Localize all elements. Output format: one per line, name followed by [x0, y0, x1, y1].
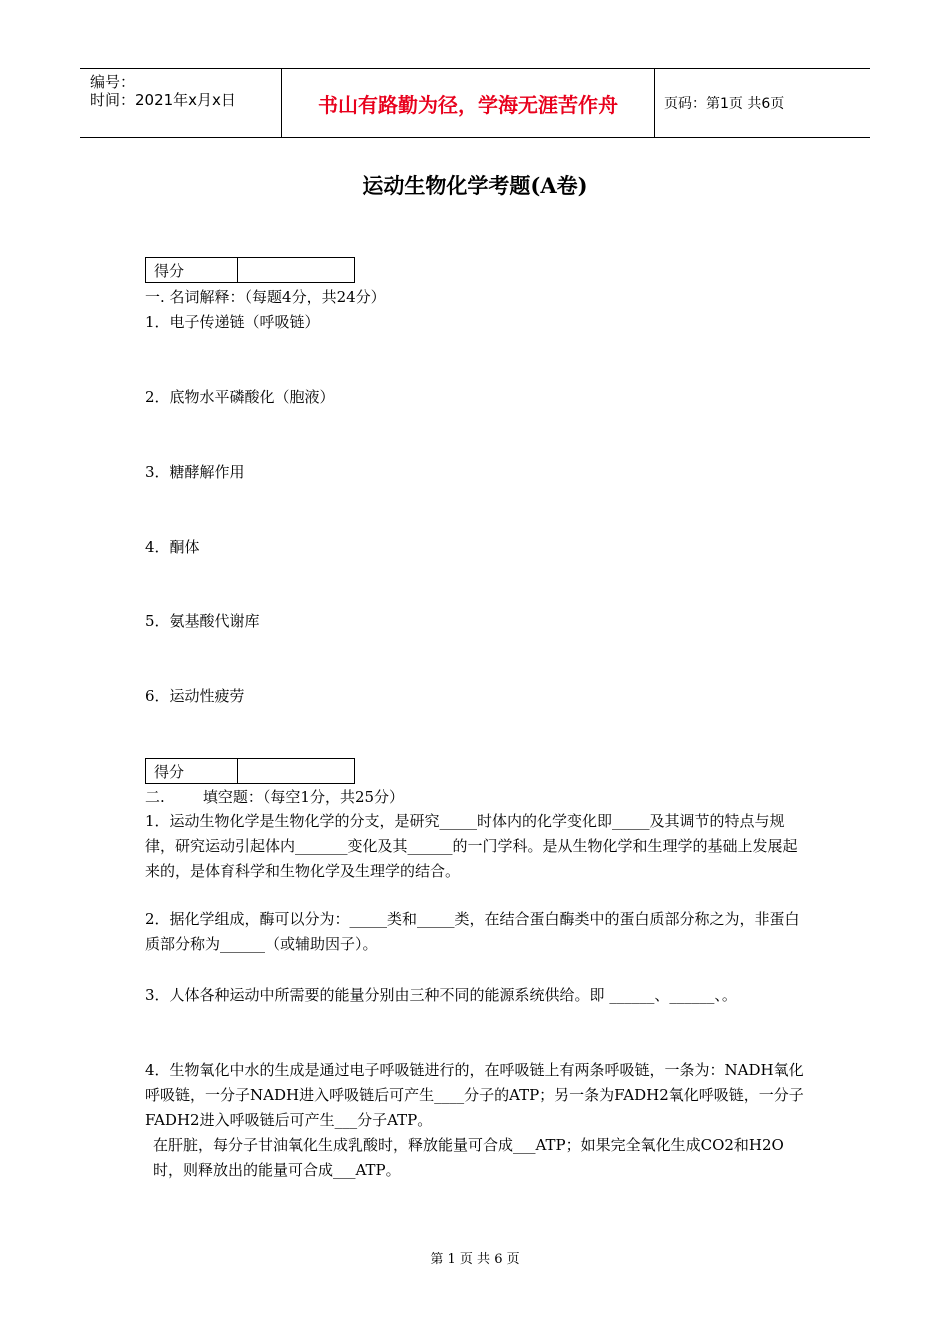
page-info: 页码：第1页 共6页	[664, 96, 785, 112]
term-item: 1．电子传递链（呼吸链）	[145, 313, 320, 331]
score-box-2	[145, 758, 355, 784]
section1-heading: 一. 名词解释：（每题4分，共24分）	[145, 288, 386, 306]
fill-question-4	[145, 1058, 810, 1183]
fill-question-4-part1: 4．生物氧化中水的生成是通过电子呼吸链进行的，在呼吸链上有两条呼吸链，一条为：NADH氧化呼吸链，一分子NADH进入呼吸链后可产生____分子的ATP；另一条为FADH2氧化呼吸链，一分子FADH2进入呼吸链后可产生___分子ATP。	[145, 1061, 804, 1129]
page-footer: 第 1 页 共 6 页	[430, 1252, 520, 1267]
term-item: 6．运动性疲劳	[145, 687, 245, 705]
term-item: 5．氨基酸代谢库	[145, 612, 260, 630]
section2-heading: 二. 填空题：（每空1分，共25分）	[145, 788, 405, 806]
time-label: 时间：2021年x月x日	[90, 91, 236, 109]
term-item: 2．底物水平磷酸化（胞液）	[145, 388, 335, 406]
header-table	[80, 68, 870, 138]
motto-text: 书山有路勤为径，学海无涯苦作舟	[318, 92, 618, 117]
term-item: 3．糖酵解作用	[145, 463, 245, 481]
fill-question-2: 2．据化学组成，酶可以分为：_____类和_____类，在结合蛋白酶类中的蛋白质部分称之为，非蛋白质部分称为______（或辅助因子）。	[145, 910, 800, 953]
score-box-1	[145, 257, 355, 283]
header-motto-cell	[281, 69, 655, 137]
fill-question-1: 1．运动生物化学是生物化学的分支，是研究_____时体内的化学变化即_____及其调节的特点与规律，研究运动引起体内_______变化及其______的一门学科。是从生物化学和生理学的基础上发展起来的，是体育科学和生物化学及生理学的结合。	[145, 812, 798, 880]
header-page-cell	[664, 69, 870, 137]
page-title: 运动生物化学考题(A卷)	[362, 173, 588, 198]
number-label: 编号：	[90, 73, 136, 91]
score-label: 得分	[146, 759, 238, 783]
header-left-cell	[80, 69, 280, 141]
fill-question-4-part2: 在肝脏，每分子甘油氧化生成乳酸时，释放能量可合成___ATP；如果完全氧化生成CO2和H2O时，则释放出的能量可合成___ATP。	[153, 1136, 784, 1179]
score-label: 得分	[146, 258, 238, 282]
fill-question-3: 3．人体各种运动中所需要的能量分别由三种不同的能源系统供给。即 ______、______、。	[145, 986, 737, 1004]
term-item: 4．酮体	[145, 538, 200, 556]
